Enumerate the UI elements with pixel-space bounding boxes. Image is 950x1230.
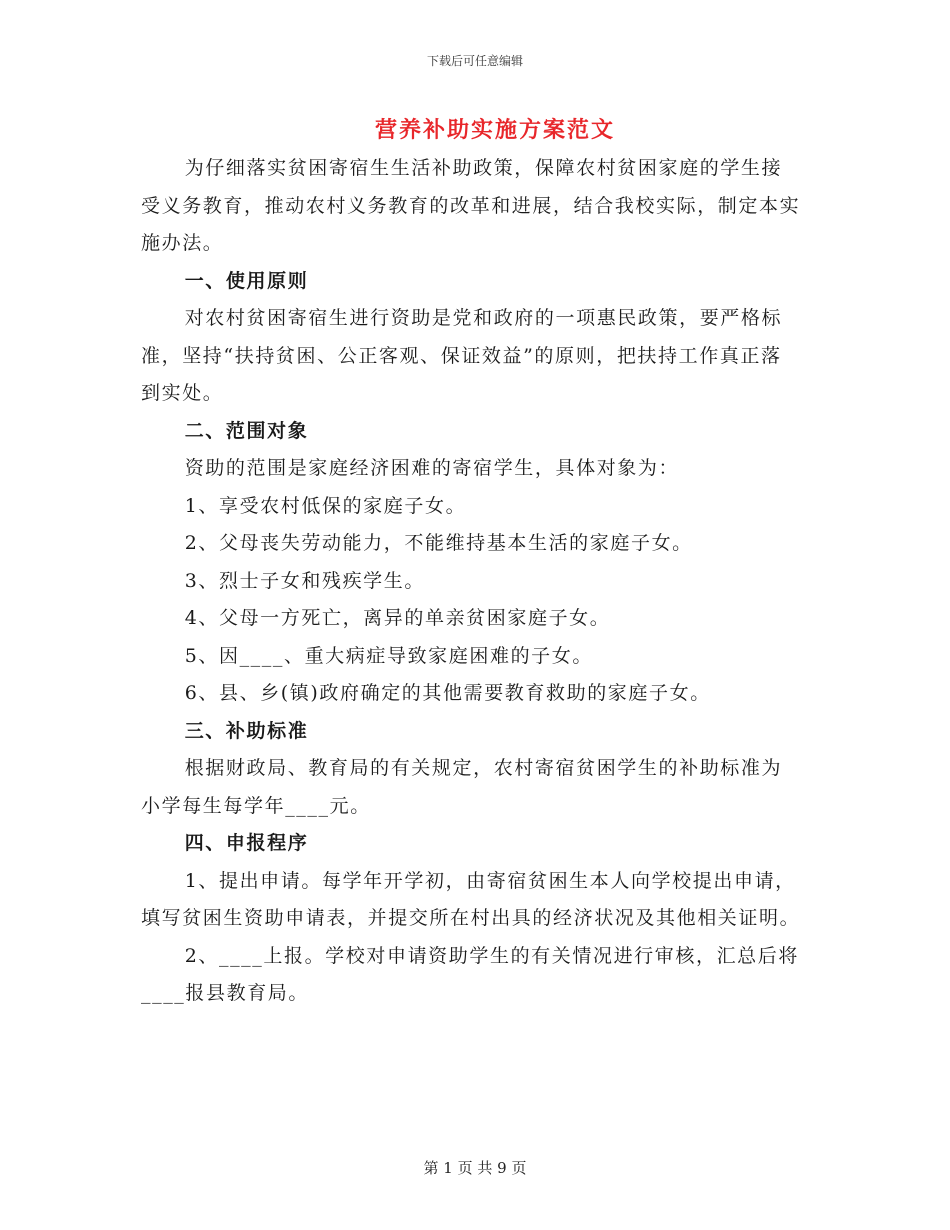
page-header-note: 下载后可任意编辑 [426, 54, 523, 68]
scope-item-1: 1、享受农村低保的家庭子女。 [184, 494, 467, 517]
section-heading-principles: 一、使用原则 [184, 269, 309, 292]
document-title: 营养补助实施方案范文 [374, 117, 615, 143]
scope-item-4: 4、父母一方死亡，离异的单亲贫困家庭子女。 [184, 607, 611, 629]
section-heading-standard: 三、补助标准 [184, 719, 309, 742]
procedure-step-1: 1、提出申请。每学年开学初，由寄宿贫困生本人向学校提出申请，填写贫困生资助申请表，并提交所在村出具的经济状况及其他相关证明。 [141, 869, 801, 929]
procedure-step-2: 2、____上报。学校对申请资助学生的有关情况进行审核，汇总后将____报县教育局。 [141, 944, 799, 1004]
scope-paragraph: 资助的范围是家庭经济困难的寄宿学生，具体对象为： [184, 457, 680, 479]
page-footer: 第 1 页 共 9 页 [423, 1159, 527, 1177]
principles-paragraph: 对农村贫困寄宿生进行资助是党和政府的一项惠民政策，要严格标准，坚持“扶持贫困、公正客观、保证效益”的原则，把扶持工作真正落到实处。 [141, 307, 783, 404]
intro-paragraph: 为仔细落实贫困寄宿生生活补助政策，保障农村贫困家庭的学生接受义务教育，推动农村义务教育的改革和进展，结合我校实际，制定本实施办法。 [141, 157, 801, 254]
scope-item-2: 2、父母丧失劳动能力，不能维持基本生活的家庭子女。 [184, 532, 693, 554]
section-heading-procedure: 四、申报程序 [184, 832, 309, 854]
section-heading-scope: 二、范围对象 [184, 419, 309, 442]
scope-item-6: 6、县、乡(镇)政府确定的其他需要教育救助的家庭子女。 [184, 682, 711, 704]
scope-item-5: 5、因____、重大病症导致家庭困难的子女。 [184, 644, 593, 667]
scope-item-3: 3、烈士子女和残疾学生。 [184, 569, 425, 592]
standard-paragraph: 根据财政局、教育局的有关规定，农村寄宿贫困学生的补助标准为小学每生每学年____元。 [141, 757, 783, 817]
document-body [141, 150, 801, 1013]
